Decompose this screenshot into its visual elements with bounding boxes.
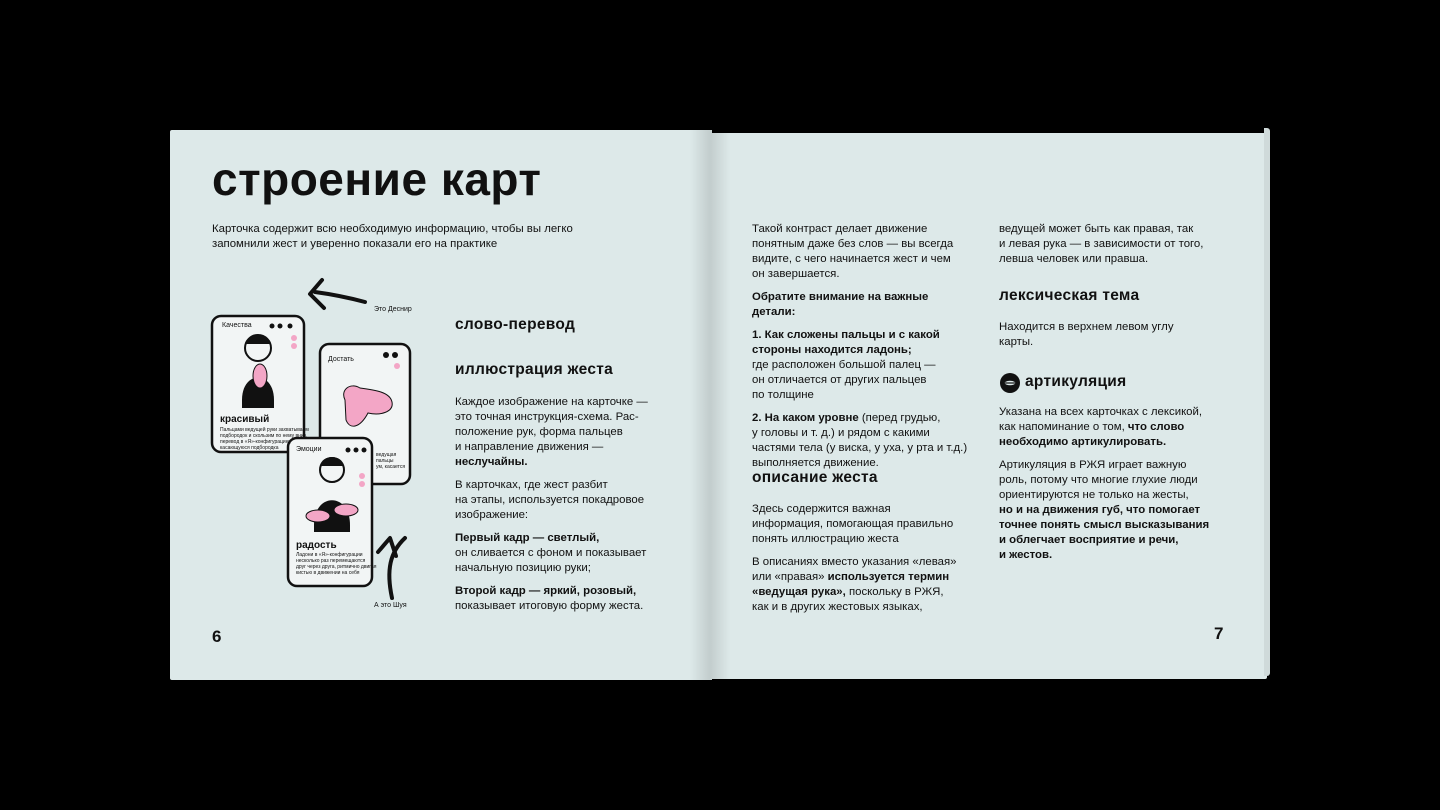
text-line: и левая рука — в зависимости от того, [999, 238, 1204, 250]
text-line-bold: необходимо артикулировать. [999, 436, 1167, 448]
text-line-bold: и жестов. [999, 549, 1053, 561]
text-line: он сливается с фоном и показывает [455, 547, 647, 559]
text-line-bold: Первый кадр — светлый, [455, 532, 600, 544]
intro-line: Карточка содержит всю необходимую информацию, чтобы вы легко [212, 223, 573, 235]
card-desc-line: пальцы [376, 458, 394, 464]
text-line: Указана на всех карточках с лексикой, [999, 406, 1203, 418]
card-word: радость [296, 540, 337, 551]
page-edge [1264, 128, 1270, 676]
book-spine [690, 130, 730, 680]
text-line: левша человек или правша. [999, 253, 1149, 265]
text-line: частями тела (у виска, у уха, у рта и т.д.) [752, 442, 968, 454]
section-heading: описание жеста [752, 469, 878, 486]
card-desc-line: кистью в движении на себя [296, 570, 360, 576]
card-category: Достать [328, 356, 354, 363]
text-line: как и в других жестовых языках, [752, 601, 923, 613]
text-line: видите, с чего начинается жест и чем [752, 253, 951, 265]
section-heading: слово-перевод [455, 316, 576, 333]
section-heading: лексическая тема [999, 287, 1140, 304]
arrow-label: А это Шуя [374, 602, 407, 609]
illustration-description [455, 395, 685, 614]
mouth-icon [999, 372, 1021, 394]
card-category: Качества [222, 322, 252, 329]
intro-line: запомнили жест и уверенно показали его на практике [212, 238, 498, 250]
text-line: изображение: [455, 509, 529, 521]
description-text [752, 502, 984, 615]
text-line: это точная инструкция-схема. Рас- [455, 411, 639, 423]
text-line: он завершается. [752, 268, 840, 280]
text-line: понять иллюстрацию жеста [752, 533, 899, 545]
text-line: на этапы, используется покадровое [455, 494, 645, 506]
card-desc-line: несколько раз перемещаются [296, 558, 366, 564]
section-heading: артикуляция [1025, 373, 1127, 390]
text-line: ведущей может быть как правая, так [999, 223, 1194, 235]
text-line-bold: неслучайны. [455, 456, 528, 468]
card-description [296, 552, 377, 576]
text-bold: что слово [1127, 421, 1185, 433]
text-line-bold: 1. Как сложены пальцы и с какой [752, 329, 940, 341]
text-line: Здесь содержится важная [752, 503, 891, 515]
text-span: (перед грудью, [858, 412, 941, 424]
text-line: Находится в верхнем левом углу [999, 321, 1174, 333]
card-desc-line: перевод в «Я»-конфигурацию, [220, 439, 291, 445]
text-line [752, 570, 984, 585]
text-line: положение рук, форма пальцев [455, 426, 623, 438]
intro-text [212, 222, 632, 252]
text-line: понятным даже без слов — вы всегда [752, 238, 954, 250]
text-line: выполняется движение. [752, 457, 879, 469]
arrow-label: Это Деснир [374, 306, 412, 313]
text-line-bold: Обратите внимание на важные [752, 291, 929, 303]
arrow-icon [310, 280, 365, 308]
card-category: Эмоции [296, 446, 322, 453]
page-title: строение карт [212, 153, 542, 205]
page-number: 7 [1214, 624, 1224, 643]
text-line: показывает итоговую форму жеста. [455, 600, 644, 612]
text-line: Артикуляция в РЖЯ играет важную [999, 459, 1187, 471]
text-line: карты. [999, 336, 1034, 348]
text-line-bold: точнее понять смысл высказывания [999, 519, 1210, 531]
card-desc-line: друг через друга, ритмично двигая [296, 564, 377, 570]
text-line: по толщине [752, 389, 814, 401]
text-line-bold: Второй кадр — яркий, розовый, [455, 585, 637, 597]
text-line: и направление движения — [455, 441, 604, 453]
text-bold: используется термин [827, 571, 950, 583]
text-line [999, 420, 1244, 435]
text-line: у головы и т. д.) и рядом с какими [752, 427, 930, 439]
card-desc-line: ум, касается [376, 464, 406, 470]
text-line: ориентируются не только на жесты, [999, 489, 1189, 501]
text-line-bold: стороны находится ладонь; [752, 344, 912, 356]
text-line: Каждое изображение на карточке — [455, 396, 648, 408]
text-line-bold: и облегчает восприятие и речи, [999, 534, 1179, 546]
text-line: В описаниях вместо указания «левая» [752, 556, 957, 568]
text-line-bold: детали: [752, 306, 796, 318]
text-span: поскольку в РЖЯ, [845, 586, 944, 598]
text-span: или «правая» [752, 571, 828, 583]
text-line: начальную позицию руки; [455, 562, 591, 574]
text-line: В карточках, где жест разбит [455, 479, 608, 491]
right-column-1 [752, 222, 984, 471]
text-span: как напоминание о том, [999, 421, 1128, 433]
card-desc-line: касающуюся подбородка [220, 445, 279, 451]
text-line [752, 411, 984, 426]
text-bold: «ведущая рука», [752, 586, 846, 598]
arrow-icon [378, 538, 405, 598]
text-line-bold: но и на движения губ, что помогает [999, 504, 1201, 516]
card-desc-line: Пальцами ведущей руки захватываем [220, 427, 309, 433]
card-description [376, 452, 405, 470]
card-desc-line: подбородок и скользим по нему вниз, [220, 433, 308, 439]
page-number: 6 [212, 627, 222, 646]
text-line [752, 585, 984, 600]
card-word: красивый [220, 414, 270, 425]
articulation-text [999, 405, 1244, 563]
card-desc-line: ведущая [376, 452, 397, 458]
card-desc-line: Ладони в «Я»-конфигурации [296, 552, 363, 558]
text-line: Такой контраст делает движение [752, 223, 928, 235]
section-heading: иллюстрация жеста [455, 361, 614, 378]
text-line: информация, помогающая правильно [752, 518, 954, 530]
right-column-2 [999, 222, 1239, 267]
text-line: где расположен большой палец — [752, 359, 936, 371]
lexical-topic-text [999, 320, 1239, 350]
text-line: роль, потому что многие глухие люди [999, 474, 1198, 486]
text-line: он отличается от других пальцев [752, 374, 927, 386]
text-bold: 2. На каком уровне [752, 412, 859, 424]
